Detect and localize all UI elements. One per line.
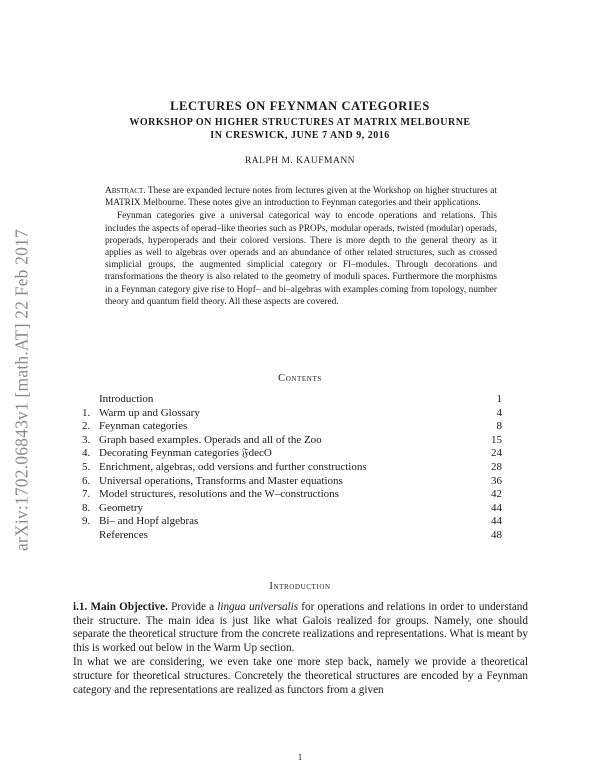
abstract-text-1: These are expanded lecture notes from lectures given at the Workshop on higher structures at MATRIX Melbourne. These notes give an introduction to Feynman categories and their applications.	[105, 186, 497, 209]
toc-number: 4.	[82, 447, 91, 460]
table-of-contents	[82, 393, 502, 543]
emphasis-text: lingua universalis	[217, 601, 299, 613]
toc-entry[interactable]	[82, 488, 502, 502]
toc-title: Decorating Feynman categories 𝔉decO	[99, 447, 272, 460]
arxiv-stamp	[11, 195, 32, 585]
toc-number: 2.	[82, 420, 91, 433]
toc-title: Bi– and Hopf algebras	[99, 515, 199, 528]
toc-title: Warm up and Glossary	[99, 406, 200, 419]
toc-entry[interactable]	[82, 393, 502, 407]
toc-number: 3.	[82, 433, 91, 446]
paper-subtitle-line-1: WORKSHOP ON HIGHER STRUCTURES AT MATRIX MELBOURNE	[129, 117, 471, 128]
toc-page: 1	[496, 393, 502, 405]
toc-entry[interactable]	[82, 407, 502, 421]
toc-page: 8	[496, 420, 502, 433]
toc-entry[interactable]	[82, 475, 502, 489]
toc-entry[interactable]	[82, 434, 502, 448]
body-paragraph-1	[73, 601, 528, 655]
introduction-heading: Introduction	[269, 581, 331, 592]
toc-entry[interactable]	[82, 420, 502, 434]
abstract-label: Abstract.	[105, 186, 146, 196]
body-paragraph-2: In what we are considering, we even take one more step back, namely we provide a theoretical structure for theoretical structures. Concretely the theoretical structures are encoded by a Feynman category and the representations are realized as functors from a given	[73, 656, 528, 696]
toc-entry[interactable]	[82, 529, 502, 543]
body-text: Provide a	[171, 601, 218, 613]
author-name: RALPH M. KAUFMANN	[244, 156, 356, 166]
body-text: for operations and relations in order to understand their structure. The main idea is just like what Galois realized for groups. Namely, one should separate the theoretical structure from the concrete realizations and representations. What is meant by this is worked out below in the Warm Up section.	[73, 601, 528, 654]
paper-title: LECTURES ON FEYNMAN CATEGORIES	[170, 99, 430, 113]
toc-entry[interactable]	[82, 515, 502, 529]
toc-title: Universal operations, Transforms and Master equations	[99, 474, 343, 487]
toc-page: 28	[491, 460, 502, 473]
toc-number: 6.	[82, 474, 91, 487]
arxiv-id: arXiv:1702.06843v1 [math.AT] 22 Feb 2017	[11, 229, 32, 551]
toc-title: Geometry	[99, 501, 143, 514]
toc-number: 7.	[82, 488, 91, 501]
toc-page: 44	[491, 515, 502, 528]
toc-entry[interactable]	[82, 461, 502, 475]
toc-page: 24	[491, 447, 502, 460]
abstract	[105, 185, 497, 308]
toc-title: Feynman categories	[99, 420, 188, 433]
toc-number: 8.	[82, 501, 91, 514]
introduction-body	[73, 601, 528, 697]
toc-title: Enrichment, algebras, odd versions and further constructions	[99, 460, 367, 473]
toc-title: Introduction	[99, 393, 154, 405]
abstract-paragraph-2: Feynman categories give a universal categorical way to encode operations and relations. This includes the aspects of operad–like theories such as PROPs, modular operads, twisted (modular) operads, properads, hyperoperads and their colored versions. There is more depth to the general theory as it applies as well to algebras over operads and an abundance of other related structures, such as crossed simplicial groups, the augmented simplicial category or FI–modules. Through decorations and transformations the theory is also related to the geometry of moduli spaces. Furthermore the morphisms in a Feynman category give rise to Hopf– and bi–algebras with examples coming from topology, number theory and quantum field theory. All these aspects are covered.	[105, 211, 497, 307]
toc-number: 1.	[82, 406, 91, 419]
section-label: i.1. Main Objective.	[73, 601, 168, 613]
toc-page: 36	[491, 474, 502, 487]
paper-subtitle-line-2: IN CRESWICK, JUNE 7 AND 9, 2016	[210, 130, 390, 141]
page-number: 1	[297, 752, 303, 762]
toc-page: 15	[491, 433, 502, 446]
toc-title: Graph based examples. Operads and all of the Zoo	[99, 433, 322, 446]
contents-heading: Contents	[278, 373, 322, 384]
toc-page: 48	[491, 528, 502, 541]
toc-page: 4	[496, 406, 502, 419]
toc-title: References	[99, 528, 148, 541]
toc-number: 9.	[82, 515, 91, 528]
toc-title: Model structures, resolutions and the W–constructions	[99, 488, 339, 501]
toc-number: 5.	[82, 460, 91, 473]
toc-entry[interactable]	[82, 447, 502, 461]
abstract-paragraph-1	[105, 185, 497, 209]
toc-entry[interactable]	[82, 502, 502, 516]
toc-page: 44	[491, 501, 502, 514]
toc-page: 42	[491, 488, 502, 501]
